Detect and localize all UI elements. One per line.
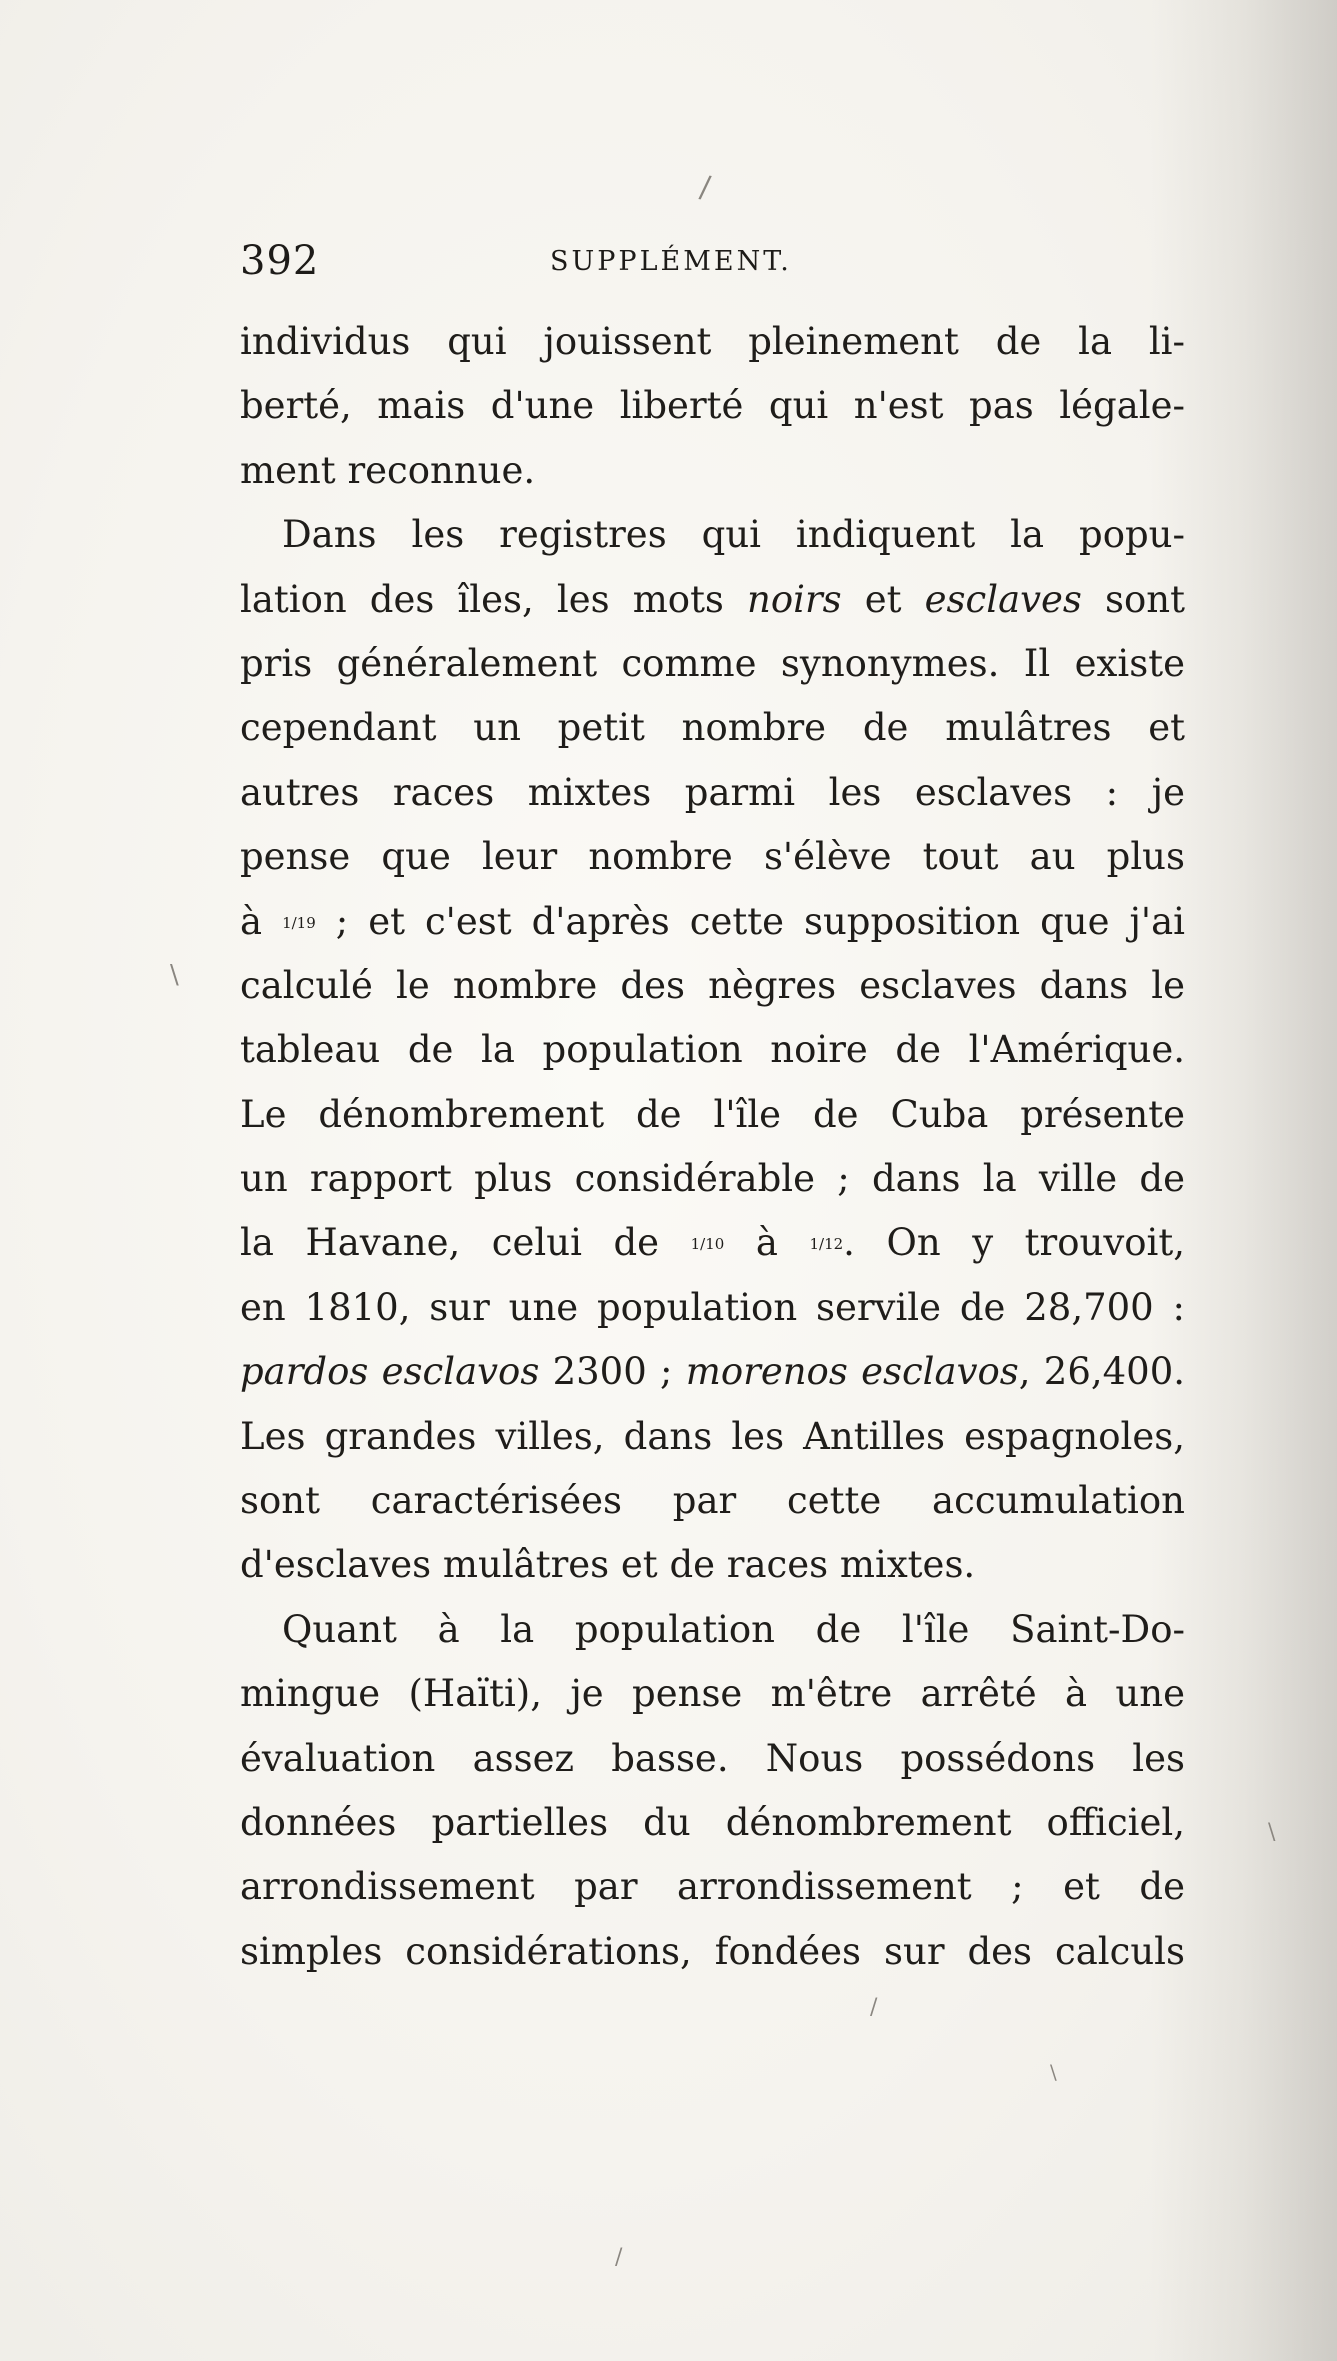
text-segment: et — [841, 577, 925, 621]
text-segment: sont — [1081, 577, 1185, 621]
italic-term: pardos esclavos — [240, 1350, 540, 1394]
text-line: mingue (Haïti), je pense m'être arrêté à une — [240, 1672, 1185, 1716]
text-segment: la Havane, celui de — [240, 1221, 691, 1265]
text-line — [240, 890, 1185, 954]
text-line: pense que leur nombre s'élève tout au plus — [240, 835, 1185, 879]
text-line: évaluation assez basse. Nous possédons les — [240, 1736, 1185, 1780]
text-line: en 1810, sur une population servile de 28,700 : — [240, 1285, 1185, 1329]
text-segment: 2300 ; — [539, 1350, 686, 1394]
running-head: SUPPLÉMENT. — [550, 246, 792, 277]
pencil-mark: \ — [170, 960, 179, 990]
text-segment: à — [724, 1221, 810, 1265]
text-line: pris généralement comme synonymes. Il existe — [240, 641, 1185, 685]
text-line: sont caractérisées par cette accumulation — [240, 1479, 1185, 1523]
fraction: 1/10 — [690, 1235, 725, 1254]
text-line — [240, 568, 1185, 632]
text-line: Dans les registres qui indiquent la popu- — [282, 513, 1185, 557]
text-line: ment reconnue. — [240, 448, 536, 492]
text-line: données partielles du dénombrement officiel, — [240, 1800, 1185, 1844]
text-line: un rapport plus considérable ; dans la ville de — [240, 1157, 1185, 1201]
page-header — [240, 238, 1200, 298]
pencil-mark: \ — [1050, 2060, 1057, 2084]
text-segment: ; et c'est d'après cette supposition que j'ai — [315, 899, 1186, 943]
text-line: simples considérations, fondées sur des calculs — [240, 1929, 1185, 1973]
pencil-mark: / — [870, 1995, 878, 2020]
text-line: Le dénombrement de l'île de Cuba présente — [240, 1092, 1185, 1136]
text-line: Les grandes villes, dans les Antilles espagnoles, — [240, 1414, 1185, 1458]
text-line: calculé le nombre des nègres esclaves dans le — [240, 963, 1185, 1007]
italic-term: morenos esclavos — [685, 1350, 1019, 1394]
text-line: autres races mixtes parmi les esclaves : je — [240, 770, 1185, 814]
fraction: 1/19 — [282, 913, 316, 932]
text-line — [240, 1340, 1185, 1404]
italic-term: noirs — [747, 577, 842, 621]
italic-term: esclaves — [924, 577, 1082, 621]
text-line: tableau de la population noire de l'Amérique. — [240, 1028, 1185, 1072]
pencil-mark: \ — [1268, 1820, 1276, 1845]
text-segment: . On y trouvoit, — [843, 1221, 1185, 1265]
text-line: d'esclaves mulâtres et de races mixtes. — [240, 1543, 976, 1587]
text-line — [240, 1211, 1185, 1275]
page-number: 392 — [240, 238, 320, 284]
text-segment: à — [240, 899, 283, 943]
text-line: individus qui jouissent pleinement de la li- — [240, 320, 1185, 363]
pencil-mark: / — [615, 2245, 623, 2270]
text-line: arrondissement par arrondissement ; et de — [240, 1865, 1185, 1909]
body-text — [240, 310, 1185, 1984]
fraction: 1/12 — [809, 1235, 844, 1254]
pencil-mark: / — [697, 169, 713, 206]
text-segment: lation des îles, les mots — [240, 577, 748, 621]
text-line: berté, mais d'une liberté qui n'est pas légale- — [240, 384, 1185, 428]
text-segment: , 26,400. — [1018, 1350, 1186, 1394]
text-line: cependant un petit nombre de mulâtres et — [240, 706, 1185, 750]
text-line: Quant à la population de l'île Saint-Do- — [282, 1607, 1185, 1651]
